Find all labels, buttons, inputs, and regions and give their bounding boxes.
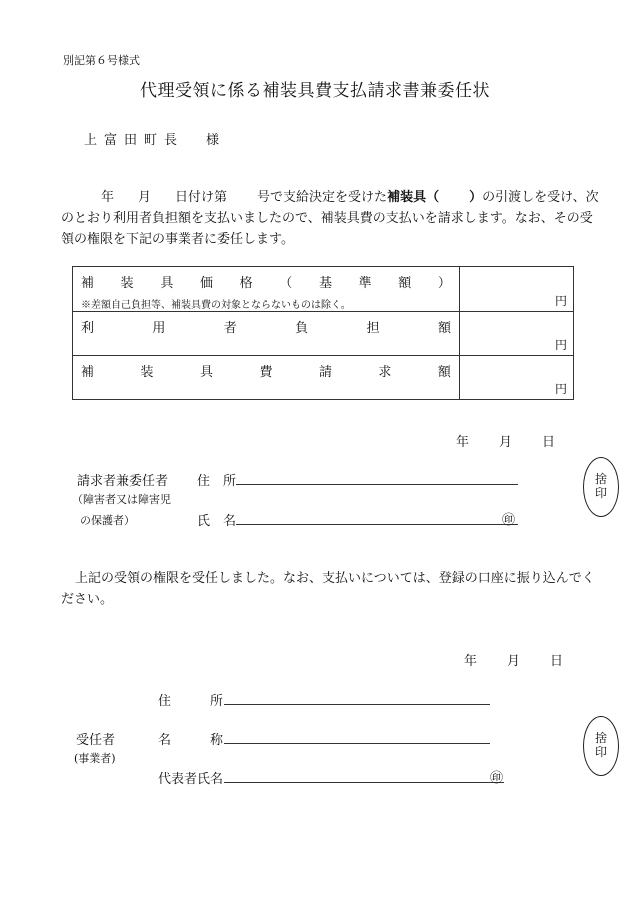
claim-amount-yen: 円 [460,356,574,400]
intro-number: 号で支給決定を受けた [257,190,388,205]
user-burden-yen: 円 [460,312,574,356]
intro-rest: の引渡しを受け、次のとおり利用者負担額を支払いましたので、補装具費の支払いを請求します。なお、その受領の権限を下記の事業者に委任します。 [61,190,599,247]
agent-rep-line[interactable] [224,782,504,783]
claimant-role-note-2: の保護者） [80,514,135,527]
intro-item: 補装具（ [387,190,440,205]
intro-month: 月 [138,190,152,205]
discard-seal-oval-2 [583,716,619,776]
agent-name-label: 名 称 [158,733,224,748]
claimant-role: 請求者兼委任者 [77,474,169,489]
row-label-chars [81,361,451,380]
row-label-char: 格 [239,276,253,291]
row-label-char: 補 [81,365,95,380]
table-row [73,267,574,312]
row-label-char: 請 [318,365,332,380]
row-label-char: 用 [152,321,166,336]
row-label-char: 装 [140,365,154,380]
claimant-name-label: 氏 名 [197,514,237,529]
claimant-address-line[interactable] [236,484,518,485]
row-label-char: 額 [437,365,451,380]
agent-role: 受任者 [76,733,116,748]
date-month: 月 [499,435,513,450]
date-year: 年 [464,654,478,669]
row-label-char: 利 [81,321,95,336]
table-row [73,312,574,356]
form-number-label: 別記第６号様式 [63,54,140,67]
intro-paragraph [61,187,601,250]
row-label-char: 担 [366,321,380,336]
claimant-address-label: 住 所 [197,474,237,489]
row-label-char: 費 [259,365,273,380]
discard-seal-text-1: 捨 [594,731,607,745]
date-day: 日 [542,435,556,450]
agent-address-label: 住 所 [158,694,224,709]
acceptance-date [464,650,563,669]
row-standard-price-note: ※差額自己負担等、補装具費の対象とならないものは除く。 [81,300,351,311]
discard-seal-text-2: 印 [594,486,607,500]
row-label-char: 額 [398,276,412,291]
row-label-char: ） [437,276,451,291]
row-label-char: 具 [199,365,213,380]
date-day: 日 [550,654,564,669]
document-title: 代理受領に係る補装具費支払請求書兼委任状 [140,81,490,101]
row-label-char: 求 [378,365,392,380]
discard-seal-oval-1 [583,457,619,517]
intro-day: 日付け第 [175,190,228,205]
claimant-role-note-1: （障害者又は障害児 [72,493,171,506]
date-year: 年 [456,435,470,450]
addressee-name: 上富田町長 [84,133,185,148]
date-month: 月 [507,654,521,669]
addressee-honorific: 様 [206,133,220,148]
claimant-seal-mark: ㊞ [502,513,516,528]
row-user-burden-label [73,312,460,356]
discard-seal-text-1: 捨 [594,472,607,486]
row-label-char: 額 [437,321,451,336]
row-label-char: 準 [358,276,372,291]
row-claim-amount-label [73,356,460,400]
row-label-char: 補 [81,276,95,291]
row-label-char: 者 [223,321,237,336]
table-row [73,356,574,400]
standard-price-yen: 円 [460,267,574,312]
claim-date [456,431,555,450]
row-label-char: 負 [295,321,309,336]
acceptance-paragraph: 上記の受領の権限を受任しました。なお、支払いについては、登録の口座に振り込んでください。 [61,571,595,607]
addressee [84,129,219,148]
row-label-char: 装 [120,276,134,291]
intro-year: 年 [101,190,115,205]
row-label-char: 基 [318,276,332,291]
claimant-name-line[interactable] [236,524,518,525]
row-label-chars [81,272,451,291]
agent-role-note: (事業者) [74,752,116,765]
amounts-table [72,266,574,400]
agent-seal-mark: ㊞ [490,771,504,786]
agent-name-line[interactable] [224,743,490,744]
agent-rep-label: 代表者氏名 [158,772,224,787]
row-label-chars [81,317,451,336]
row-label-char: 価 [199,276,213,291]
discard-seal-text-2: 印 [594,745,607,759]
agent-address-line[interactable] [224,704,490,705]
row-label-char: 具 [160,276,174,291]
row-standard-price-label [73,267,460,312]
intro-item-close: ） [469,190,483,205]
row-label-char: （ [279,276,293,291]
